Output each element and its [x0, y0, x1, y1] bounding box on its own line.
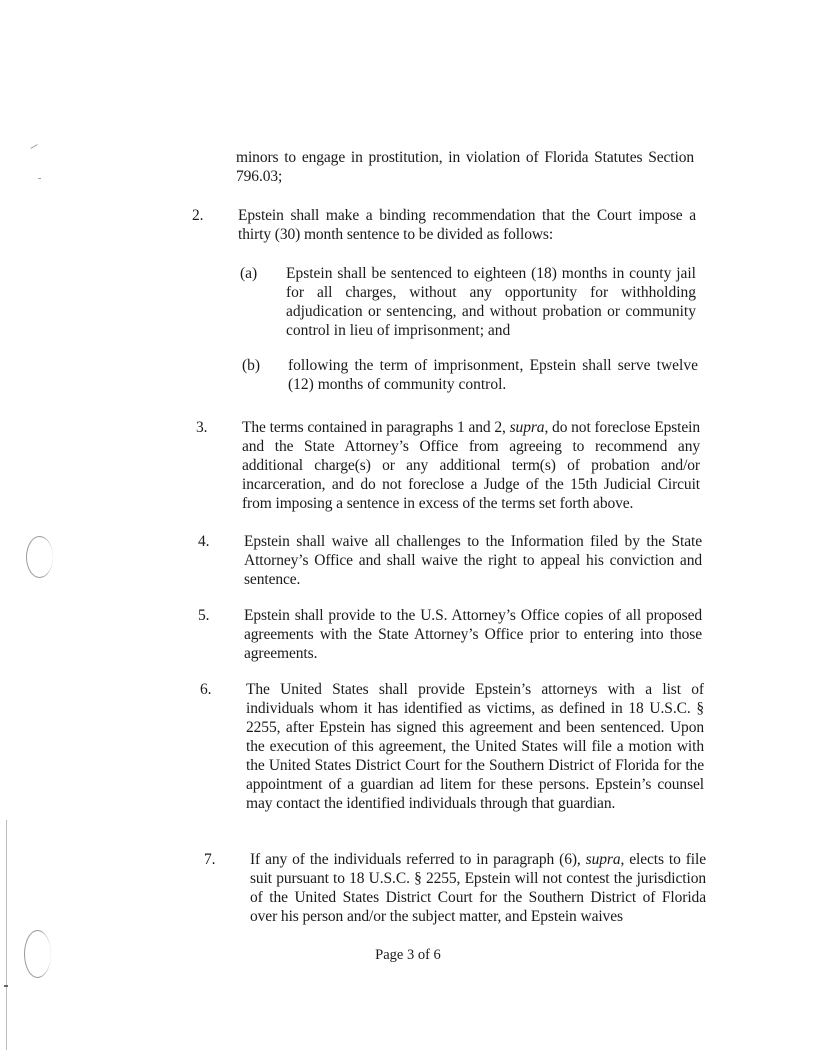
paragraph-number: 2.: [192, 207, 204, 224]
paragraph-text: [242, 418, 700, 513]
paragraph-number: 3.: [196, 419, 208, 436]
paragraph-text: Epstein shall provide to the U.S. Attorney’s Office copies of all proposed agreements with the State Attorney’s Office prior to entering into those agreements.: [244, 607, 702, 662]
paragraph-6: [200, 680, 704, 813]
paragraph-text-after: , elects to file suit pursuant to 18 U.S.C. § 2255, Epstein will not contest the jurisdiction of the United States District Court for the Southern District of Florida over his person and/or the subject matter, and Epstein waives: [250, 851, 706, 925]
paragraph-italic-supra: supra: [509, 419, 545, 436]
paragraph-2: [192, 206, 696, 244]
paragraph-text: Epstein shall make a binding recommendation that the Court impose a thirty (30) month sentence to be divided as follows:: [238, 207, 696, 243]
paragraph-text-before: If any of the individuals referred to in paragraph (6),: [250, 851, 586, 868]
scan-speck: [4, 985, 8, 987]
paragraph-text: minors to engage in prostitution, in violation of Florida Statutes Section 796.03;: [236, 149, 694, 185]
subparagraph-label: (a): [240, 265, 258, 282]
subparagraph-label: (b): [242, 357, 261, 374]
paragraph-text: Epstein shall waive all challenges to the Information filed by the State Attorney’s Office and shall waive the right to appeal his conviction and sentence.: [244, 533, 702, 588]
paragraph-italic-supra: supra: [585, 851, 621, 868]
paragraph-3: [196, 418, 700, 513]
subparagraph-a: [240, 264, 696, 340]
paragraph-number: 4.: [198, 533, 210, 550]
paragraph-number: 6.: [200, 681, 212, 698]
paragraph-4: [198, 532, 702, 589]
paragraph-continuation: [236, 148, 694, 186]
hole-punch-mark: [26, 536, 53, 578]
scan-speck: [30, 144, 37, 149]
subparagraph-text: Epstein shall be sentenced to eighteen (18) months in county jail for all charges, without any opportunity for withholding adjudication or sentencing, and without probation or community control in lieu of imprisonment; and: [286, 265, 696, 339]
paragraph-text-after: , do not foreclose Epstein and the State Attorney’s Office from agreeing to recommend any additional charge(s) or any additional term(s) of probation and/or incarceration, and do not foreclose a Judge of the 15th Judicial Circuit from imposing a sentence in excess of the terms set forth above.: [242, 419, 700, 512]
paragraph-number: 5.: [198, 607, 210, 624]
paragraph-text: [250, 850, 706, 926]
subparagraph-b: [242, 356, 698, 394]
scan-edge-line: [6, 820, 7, 1050]
paragraph-text-before: The terms contained in paragraphs 1 and 2,: [242, 419, 510, 436]
paragraph-number: 7.: [204, 851, 216, 868]
page-number-footer: Page 3 of 6: [375, 947, 441, 963]
scan-speck: [38, 178, 41, 179]
paragraph-text: The United States shall provide Epstein’s attorneys with a list of individuals whom it has identified as victims, as defined in 18 U.S.C. § 2255, after Epstein has signed this agreement and been sentenced. Upon the execution of this agreement, the United States will file a motion with the United States District Court for the Southern District of Florida for the appointment of a guardian ad litem for these persons. Epstein’s counsel may contact the identified individuals through that guardian.: [246, 681, 704, 812]
subparagraph-text: following the term of imprisonment, Epstein shall serve twelve (12) months of community control.: [288, 357, 698, 393]
paragraph-7: [204, 850, 706, 926]
paragraph-5: [198, 606, 702, 663]
